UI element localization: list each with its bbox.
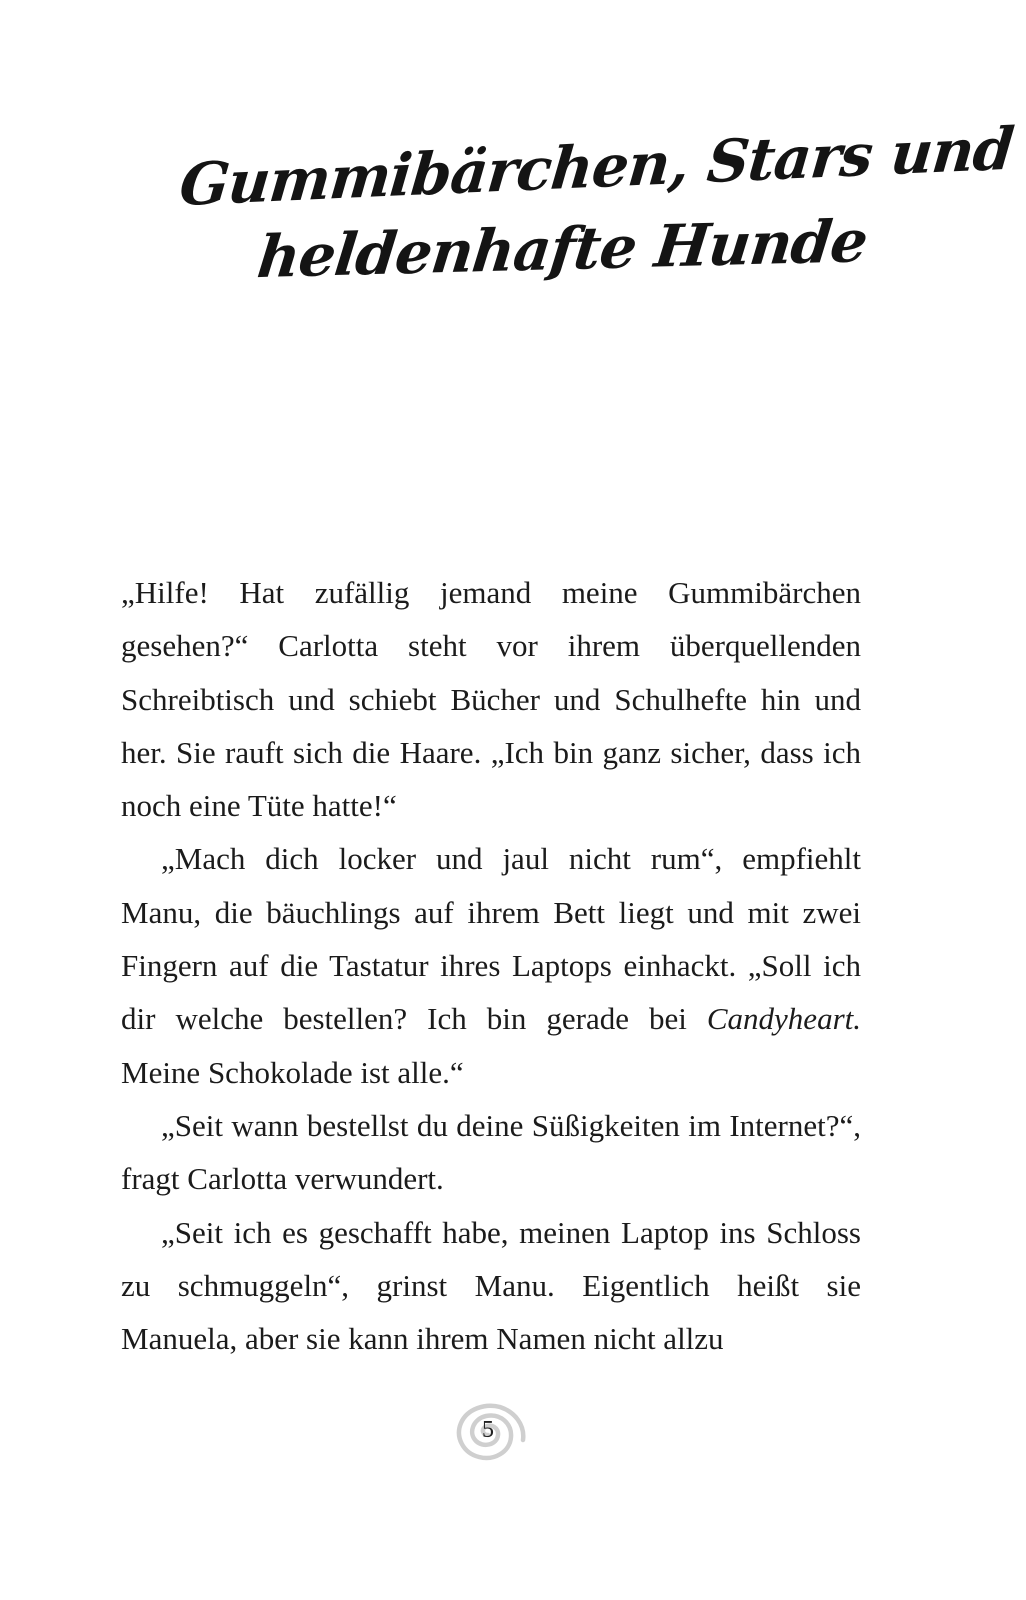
shop-name: Candyheart. xyxy=(706,1001,861,1037)
chapter-title xyxy=(176,114,1017,292)
chapter-title-line-2: heldenhafte Hunde xyxy=(254,207,871,292)
chapter-title-line-1: Gummibärchen, Stars und xyxy=(176,114,1017,220)
paragraph-3: „Seit wann bestellst du deine Süßigkeiten im Internet?“, fragt Carlotta verwundert. xyxy=(121,1107,861,1197)
paragraph-4: „Seit ich es geschafft habe, meinen Laptop ins Schloss zu schmuggeln“, grinst Manu. Eigentlich heißt sie Manuela, aber sie kann ihrem Namen nicht allzu xyxy=(121,1214,861,1357)
paragraph-2-text: „Mach dich locker und jaul nicht rum“, empfiehlt Manu, die bäuchlings auf ihrem Bett liegt und mit zwei Fingern auf die Tastatur ihres Laptops einhackt. „Soll ich dir welche bestellen? Ich bin gerade bei xyxy=(121,841,861,1037)
paragraph-2-text-end: Meine Schokolade ist alle.“ xyxy=(121,1054,464,1090)
paragraph-2 xyxy=(121,832,861,1098)
body-text xyxy=(121,566,861,1365)
page-folio xyxy=(445,1395,531,1473)
page-number: 5 xyxy=(482,1417,494,1443)
paragraph-1: „Hilfe! Hat zufällig jemand meine Gummibärchen gesehen?“ Carlotta steht vor ihrem überquellenden Schreibtisch und schiebt Bücher und Schulhefte hin und her. Sie rauft sich die Haare. „Ich bin ganz sicher, dass ich noch eine Tüte hatte!“ xyxy=(121,575,861,824)
